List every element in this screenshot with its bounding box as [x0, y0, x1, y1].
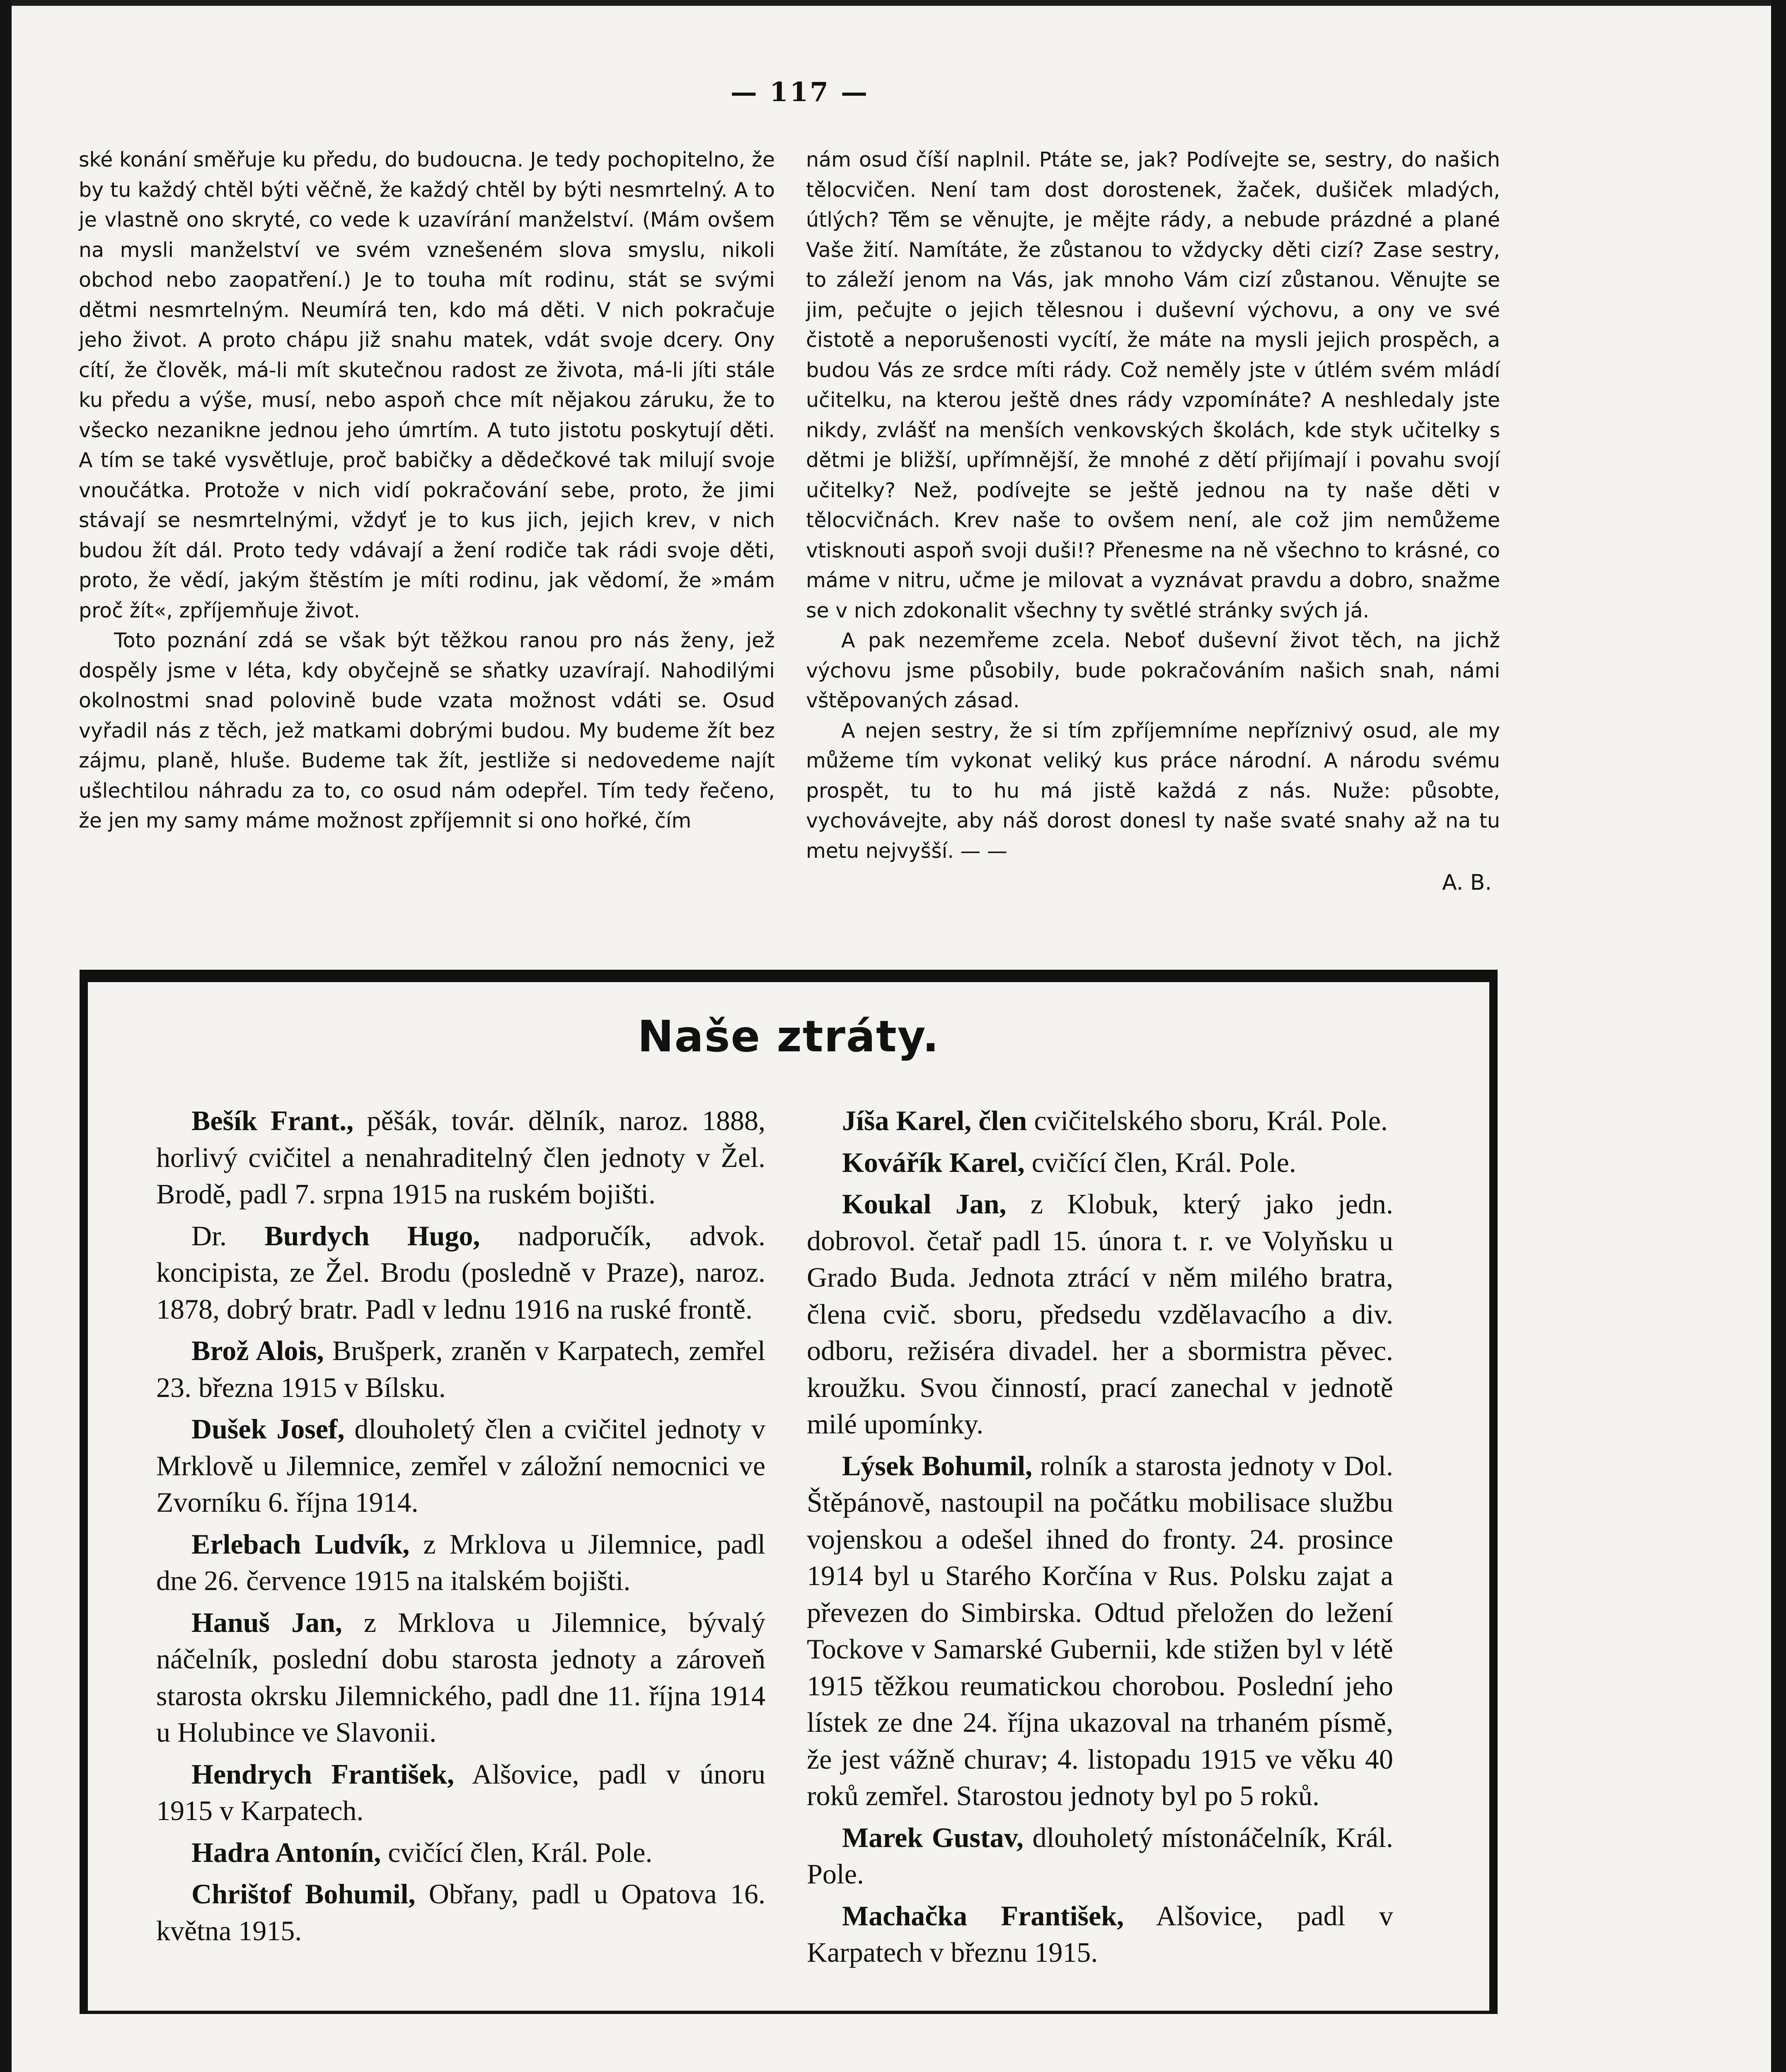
losses-right-column	[807, 1102, 1393, 1976]
loss-name: Hadra Antonín,	[191, 1836, 381, 1868]
loss-entry: Hanuš Jan, z Mrklova u Jilemnice, bývalý náčelník, poslední dobu starosta jednoty a zároveň starosta okrsku Jilemnického, padl dne 11. října 1914 u Holubince ve Slavonii.	[156, 1606, 766, 1748]
loss-entry: Kovářík Karel, cvičící člen, Král. Pole.	[842, 1146, 1296, 1178]
loss-entry: Lýsek Bohumil, rolník a starosta jednoty v Dol. Štěpánově, nastoupil na počátku mobilisace službu vojenskou a odešel ihned do fronty. 24. prosince 1914 byl u Starého Korčína v Rus. Polsku zajat a převezen do Simbirska. Odtud přeložen do ležení Tockove v Samarské Gubernii, kde stižen byl v létě 1915 těžkou reumatickou chorobou. Poslední jeho lístek ze dne 24. října ukazoval na trhaném písmě, že jest vážně churav; 4. listopadu 1915 ve věku 40 roků zemřel. Starostou jednoty byl po 5 roků.	[807, 1450, 1393, 1811]
loss-name: Dušek Josef,	[191, 1413, 345, 1445]
article-paragraph: Toto poznání zdá se však být těžkou ranou pro nás ženy, jež dospěly jsme v léta, kdy obyčejně se sňatky uzavírají. Nahodilými okolnostmi snad polovině bude vzata možnost vdáti se. Osud vyřadil nás z těch, jež matkami dobrými budou. My budeme žít bez zájmu, planě, hluše. Budeme tak žít, jestliže si nedovedeme najít ušlechtilou náhradu za to, co osud nám odepřel. Tím tedy řečeno, že jen my samy máme možnost zpříjemnit si ono hořké, čím	[79, 629, 775, 833]
loss-name: Kovářík Karel,	[842, 1146, 1025, 1178]
loss-name: Marek Gustav,	[842, 1821, 1024, 1853]
losses-title: Naše ztráty.	[637, 1011, 940, 1062]
loss-entry: Chrištof Bohumil, Obřany, padl u Opatova 16. května 1915.	[156, 1878, 765, 1946]
article-paragraph: nám osud číší naplnil. Ptáte se, jak? Podívejte se, sestry, do našich tělocvičen. Není tam dost dorostenek, žaček, dušiček mladých, útlých? Těm se věnujte, je mějte rády, a nebude prázdné a plané Vaše žití. Namítáte, že zůstanou to vždycky děti cizí? Zase sestry, to záleží jenom na Vás, jak mnoho Vám cizí zůstanou. Věnujte se jim, pečujte o jejich tělesnou i duševní výchovu, a ony ve své čistotě a neporušenosti vycítí, že máte na mysli jejich prospěch, a budou Vás ze srdce míti rády. Což neměly jste v útlém svém mládí učitelku, na kterou ještě dnes rády vzpomínáte? A neshledaly jste nikdy, zvlášť na menších venkovských školách, kde styk učitelky s dětmi je bližší, upřímnější, že mnohé z dětí přijímají i povahu svojí učitelky? Než, podívejte se ještě jednou na ty naše děti v tělocvičnách. Krev naše to ovšem není, ale což jim nemůžeme vtisknouti aspoň svoji duši!? Přenesme na ně všechno to krásné, co máme v nitru, učme je milovat a vyznávat pravdu a dobro, snažme se v nich zdokonalit všechny ty světlé stránky svých já.	[806, 148, 1500, 622]
loss-entry: Dušek Josef, dlouholetý člen a cvičitel jednoty v Mrklově u Jilemnice, zemřel v záložní nemocnici ve Zvorníku 6. října 1914.	[156, 1413, 765, 1518]
scan-border-left	[0, 0, 12, 2072]
loss-entry: Marek Gustav, dlouholetý místonáčelník, Král. Pole.	[807, 1821, 1394, 1890]
scan-border-top	[0, 0, 1786, 6]
loss-entry: Koukal Jan, z Klobuk, který jako jedn. dobrovol. četař padl 15. února t. r. ve Volyňsku u Grado Buda. Jednota ztrácí v něm milého bratra, člena cvič. sboru, předsedu vzdělavacího a div. odboru, režiséra divadel. her a sbormistra pěvec. kroužku. Svou činností, prací zanechal v jednotě milé upomínky.	[807, 1188, 1393, 1440]
loss-entry: Dr. Burdych Hugo, nadporučík, advok. koncipista, ze Žel. Brodu (posledně v Praze), naroz. 1878, dobrý bratr. Padl v lednu 1916 na ruské frontě.	[156, 1220, 765, 1325]
article-paragraph: A pak nezemřeme zcela. Neboť duševní život těch, na jichž výchovu jsme působily, bude pokračováním našich snah, námi vštěpovaných zásad.	[806, 629, 1500, 712]
article-signature: A. B.	[1442, 870, 1492, 895]
loss-entry: Erlebach Ludvík, z Mrklova u Jilemnice, padl dne 26. července 1915 na italském bojišti.	[156, 1528, 765, 1596]
loss-name: Hendrych František,	[191, 1758, 455, 1790]
article-paragraph: A nejen sestry, že si tím zpříjemníme nepříznivý osud, ale my můžeme tím vykonat veliký kus práce národní. A národu svému prospět, tu to hu má jistě každá z nás. Nuže: působte, vychovávejte, aby náš dorost donesl ty naše svaté snahy až na tu metu nejvyšší. — —	[806, 719, 1500, 863]
loss-entry: Bešík Frant., pěšák, továr. dělník, naroz. 1888, horlivý cvičitel a nenahraditelný člen jednoty v Žel. Brodě, padl 7. srpna 1915 na ruském bojišti.	[156, 1105, 765, 1210]
loss-entry: Jíša Karel, člen cvičitelského sboru, Král. Pole.	[842, 1105, 1388, 1136]
loss-entry: Hadra Antonín, cvičící člen, Král. Pole.	[191, 1836, 653, 1868]
losses-section	[80, 970, 1498, 2014]
loss-name: Brož Alois,	[191, 1335, 324, 1366]
loss-entry: Machačka František, Alšovice, padl v Karpatech v březnu 1915.	[807, 1900, 1393, 1968]
scan-border-right	[1771, 0, 1786, 2072]
losses-left-column	[156, 1102, 765, 1954]
page-number: — 117 —	[730, 77, 869, 108]
article-left-column	[79, 145, 775, 836]
loss-name: Machačka František,	[842, 1900, 1124, 1932]
loss-entry: Hendrych František, Alšovice, padl v únoru 1915 v Karpatech.	[156, 1758, 766, 1826]
loss-name: Koukal Jan,	[842, 1188, 1007, 1220]
loss-name: Jíša Karel, člen	[842, 1105, 1027, 1136]
loss-name: Erlebach Ludvík,	[191, 1528, 410, 1560]
loss-entry: Brož Alois, Brušperk, zraněn v Karpatech, zemřel 23. března 1915 v Bílsku.	[156, 1335, 765, 1403]
loss-name: Chrištof Bohumil,	[191, 1878, 416, 1910]
loss-name: Burdych Hugo,	[264, 1220, 480, 1251]
loss-name: Bešík Frant.,	[191, 1105, 354, 1136]
article-right-column	[806, 145, 1500, 898]
article-paragraph: ské konání směřuje ku předu, do budoucna. Je tedy pochopitelno, že by tu každý chtěl býti věčně, že každý chtěl by býti nesmrtelný. A to je vlastně ono skryté, co vede k uzavírání manželství. (Mám ovšem na mysli manželství ve svém vznešeném slova smyslu, nikoli obchod nebo zaopatření.) Je to touha mít rodinu, stát se svými dětmi nesmrtelným. Neumírá ten, kdo má děti. V nich pokračuje jeho život. A proto chápu již snahu matek, vdát svoje dcery. Ony cítí, že člověk, má-li mít skutečnou radost ze života, má-li jíti stále ku předu a výše, musí, nebo aspoň chce mít nějakou záruku, že to všecko nezanikne jednou jeho úmrtím. A tuto jistotu poskytují děti. A tím se také vysvětluje, proč babičky a dědečkové tak milují svoje vnoučátka. Protože v nich vidí pokračování sebe, proto, že jimi stávají se nesmrtelnými, vždyť je to kus jich, jejich krev, v nich budou žít dál. Proto tedy vdávají a žení rodiče tak rádi svoje děti, proto, že vědí, jakým štěstím je míti rodinu, jak vědomí, že »mám proč žít«, zpříjemňuje život.	[79, 148, 775, 622]
loss-name: Lýsek Bohumil,	[842, 1450, 1033, 1481]
loss-name: Hanuš Jan,	[191, 1606, 342, 1638]
